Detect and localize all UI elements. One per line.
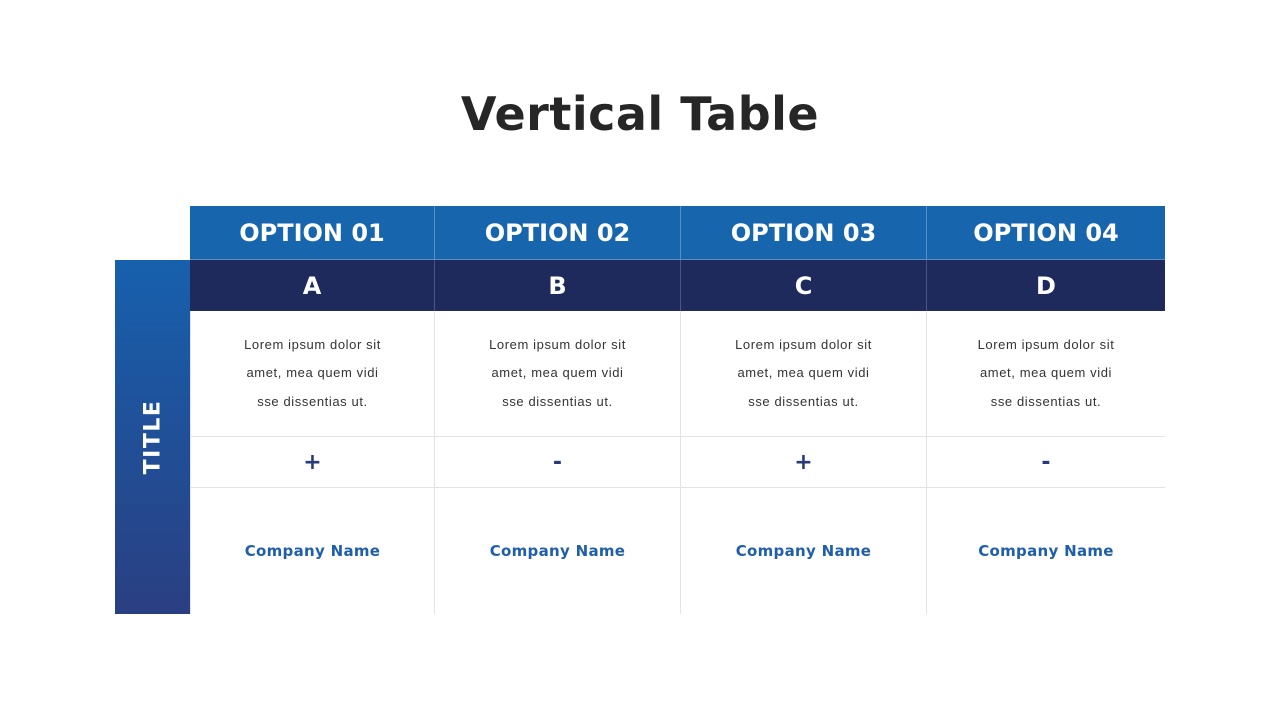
letter-header: A (190, 260, 434, 311)
option-header: OPTION 01 (190, 206, 434, 260)
company-name: Company Name (680, 488, 926, 614)
description-cell (190, 311, 434, 437)
side-title-label: TITLE (140, 399, 165, 475)
description-line: amet, mea quem vidi (491, 365, 624, 381)
letter-header: D (926, 260, 1165, 311)
description-cell (434, 311, 680, 437)
minus-sign: - (926, 437, 1165, 488)
description-line: Lorem ipsum dolor sit (735, 336, 872, 352)
description-cell (680, 311, 926, 437)
letter-header: B (434, 260, 680, 311)
option-header: OPTION 04 (926, 206, 1165, 260)
company-name: Company Name (190, 488, 434, 614)
vertical-table (190, 206, 1165, 614)
description-line: amet, mea quem vidi (246, 365, 379, 381)
company-name: Company Name (434, 488, 680, 614)
option-header: OPTION 03 (680, 206, 926, 260)
description-line: sse dissentias ut. (748, 393, 859, 409)
company-name: Company Name (926, 488, 1165, 614)
minus-sign: - (434, 437, 680, 488)
description-line: Lorem ipsum dolor sit (489, 336, 626, 352)
description-line: sse dissentias ut. (990, 393, 1102, 409)
description-line: Lorem ipsum dolor sit (977, 336, 1115, 352)
description-cell (926, 311, 1165, 437)
plus-sign: + (680, 437, 926, 488)
plus-sign: + (190, 437, 434, 488)
side-title-bar (115, 260, 190, 614)
description-line: amet, mea quem vidi (737, 365, 870, 381)
option-header: OPTION 02 (434, 206, 680, 260)
page-title: Vertical Table (460, 87, 820, 141)
letter-header: C (680, 260, 926, 311)
description-line: sse dissentias ut. (502, 393, 613, 409)
description-line: Lorem ipsum dolor sit (244, 336, 381, 352)
description-line: sse dissentias ut. (257, 393, 368, 409)
description-line: amet, mea quem vidi (979, 365, 1113, 381)
